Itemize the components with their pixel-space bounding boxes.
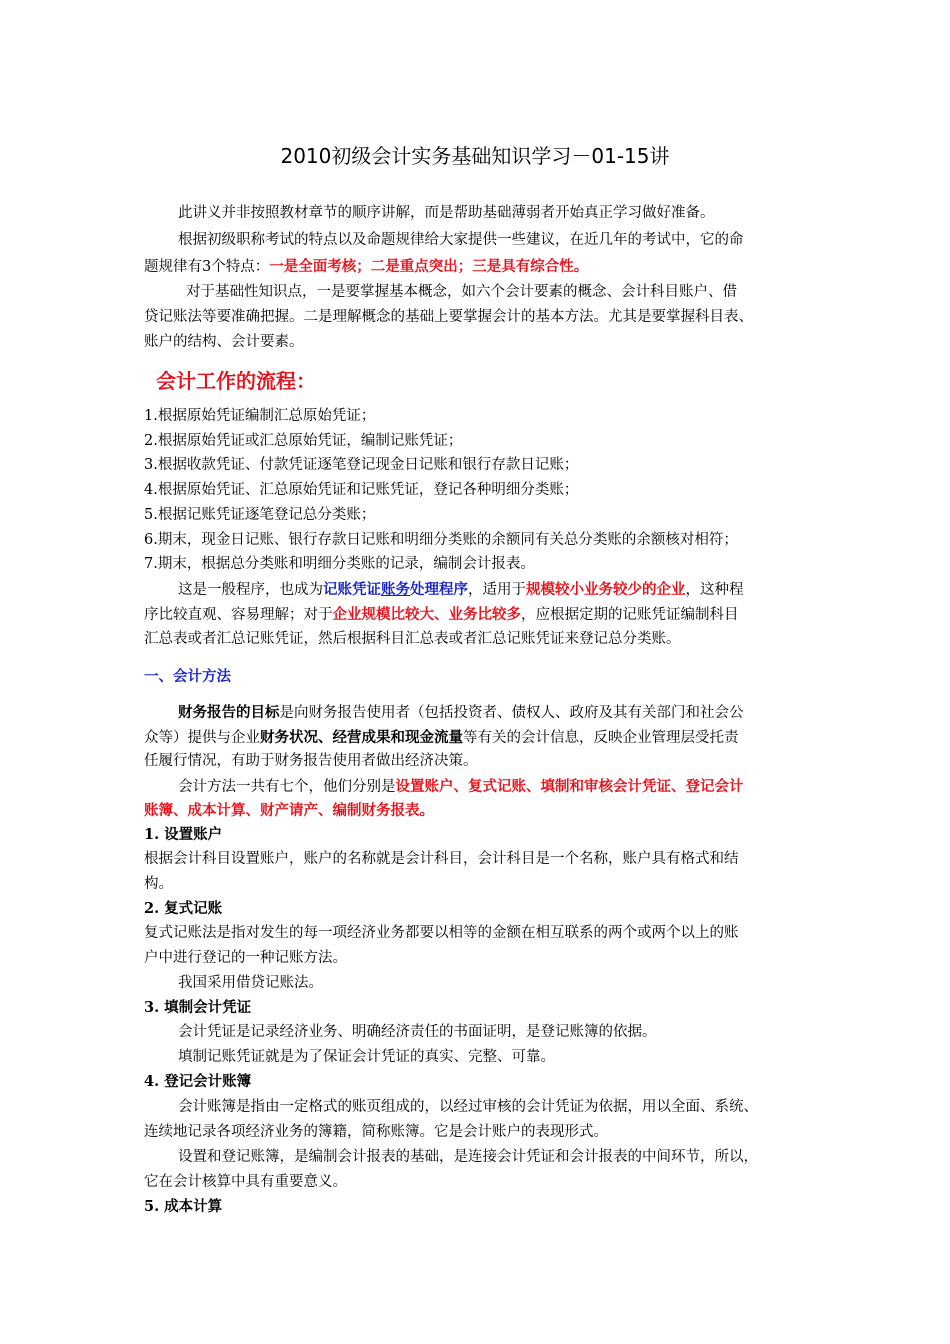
section-2-line-1: 复式记账法是指对发生的每一项经济业务都要以相等的金额在相互联系的两个或两个以上的账 [144,925,739,941]
section-1-line-2: 构。 [144,876,173,892]
flow-summary-line-2: 序比较直观、容易理解；对于企业规模比较大、业务比较多，应根据定期的记账凭证编制科目 [144,606,739,623]
intro-paragraph-3-line-2: 贷记账法等要准确把握。二是理解概念的基础上要掌握会计的基本方法。尤其是要掌握科目表、 [144,309,753,325]
report-goal-line-1: 财务报告的目标是向财务报告使用者（包括投资者、债权人、政府及其有关部门和社会公 [178,704,744,721]
section-2-line-3: 我国采用借贷记账法。 [178,975,323,991]
section-4-title: 4. 登记会计账簿 [144,1073,252,1090]
section-1-line-1: 根据会计科目设置账户，账户的名称就是会计科目，会计科目是一个名称，账户具有格式和结 [144,851,739,867]
intro-paragraph-2-line-1: 根据初级职称考试的特点以及命题规律给大家提供一些建议，在近几年的考试中，它的命 [178,232,744,248]
flow-step-7: 7.期末，根据总分类账和明细分类账的记录，编制会计报表。 [144,556,535,572]
section-4-line-2: 连续地记录各项经济业务的簿籍，简称账簿。它是会计账户的表现形式。 [144,1124,608,1140]
intro-paragraph-1: 此讲义并非按照教材章节的顺序讲解，而是帮助基础薄弱者开始真正学习做好准备。 [178,205,715,221]
document-title: 2010初级会计实务基础知识学习－01-15讲 [280,144,670,168]
section-4-line-4: 它在会计核算中具有重要意义。 [144,1174,347,1190]
intro-paragraph-3-line-3: 账户的结构、会计要素。 [144,334,304,350]
section-3-title: 3. 填制会计凭证 [144,999,252,1016]
section-1-title: 1. 设置账户 [144,826,223,843]
flow-summary-line-3: 汇总表或者汇总记账凭证，然后根据科目汇总表或者汇总记账凭证来登记总分类账。 [144,631,681,647]
flow-step-4: 4.根据原始凭证、汇总原始凭证和记账凭证，登记各种明细分类账； [144,482,579,498]
section-4-line-3: 设置和登记账簿，是编制会计报表的基础，是连接会计凭证和会计报表的中间环节，所以， [178,1149,758,1165]
report-goal-line-2: 众等）提供与企业财务状况、经营成果和现金流量等有关的会计信息，反映企业管理层受托责 [144,729,739,746]
intro-paragraph-3-line-1: 对于基础性知识点，一是要掌握基本概念，如六个会计要素的概念、会计科目账户、借 [186,284,737,300]
section-2-line-2: 户中进行登记的一种记账方法。 [144,950,347,966]
flow-heading: 会计工作的流程： [156,369,316,393]
flow-step-2: 2.根据原始凭证或汇总原始凭证，编制记账凭证； [144,433,463,449]
section-3-line-2: 填制记账凭证就是为了保证会计凭证的真实、完整、可靠。 [178,1049,555,1065]
methods-list-line-1: 会计方法一共有七个，他们分别是设置账户、复式记账、填制和审核会计凭证、登记会计 [178,778,744,795]
section-3-line-1: 会计凭证是记录经济业务、明确经济责任的书面证明，是登记账簿的依据。 [178,1024,657,1040]
section-5-title: 5. 成本计算 [144,1198,223,1215]
flow-summary-line-1: 这是一般程序，也成为记账凭证账务处理程序，适用于规模较小业务较少的企业，这种程 [178,581,744,598]
flow-step-6: 6.期末，现金日记账、银行存款日记账和明细分类账的余额同有关总分类账的余额核对相符； [144,532,738,548]
methods-list-line-2: 账簿、成本计算、财产请产、编制财务报表。 [144,802,434,819]
section-2-title: 2. 复式记账 [144,900,223,917]
flow-step-1: 1.根据原始凭证编制汇总原始凭证； [144,408,376,424]
flow-step-5: 5.根据记账凭证逐笔登记总分类账； [144,507,376,523]
flow-step-3: 3.根据收款凭证、付款凭证逐笔登记现金日记账和银行存款日记账； [144,457,579,473]
section-4-line-1: 会计账簿是指由一定格式的账页组成的，以经过审核的会计凭证为依据，用以全面、系统、 [178,1099,758,1115]
exam-features-highlight: 一是全面考核；二是重点突出；三是具有综合性。 [269,258,589,275]
methods-heading: 一、会计方法 [144,669,231,685]
intro-paragraph-2-line-2: 题规律有3个特点：一是全面考核；二是重点突出；三是具有综合性。 [144,258,589,275]
report-goal-line-3: 任履行情况，有助于财务报告使用者做出经济决策。 [144,753,478,769]
